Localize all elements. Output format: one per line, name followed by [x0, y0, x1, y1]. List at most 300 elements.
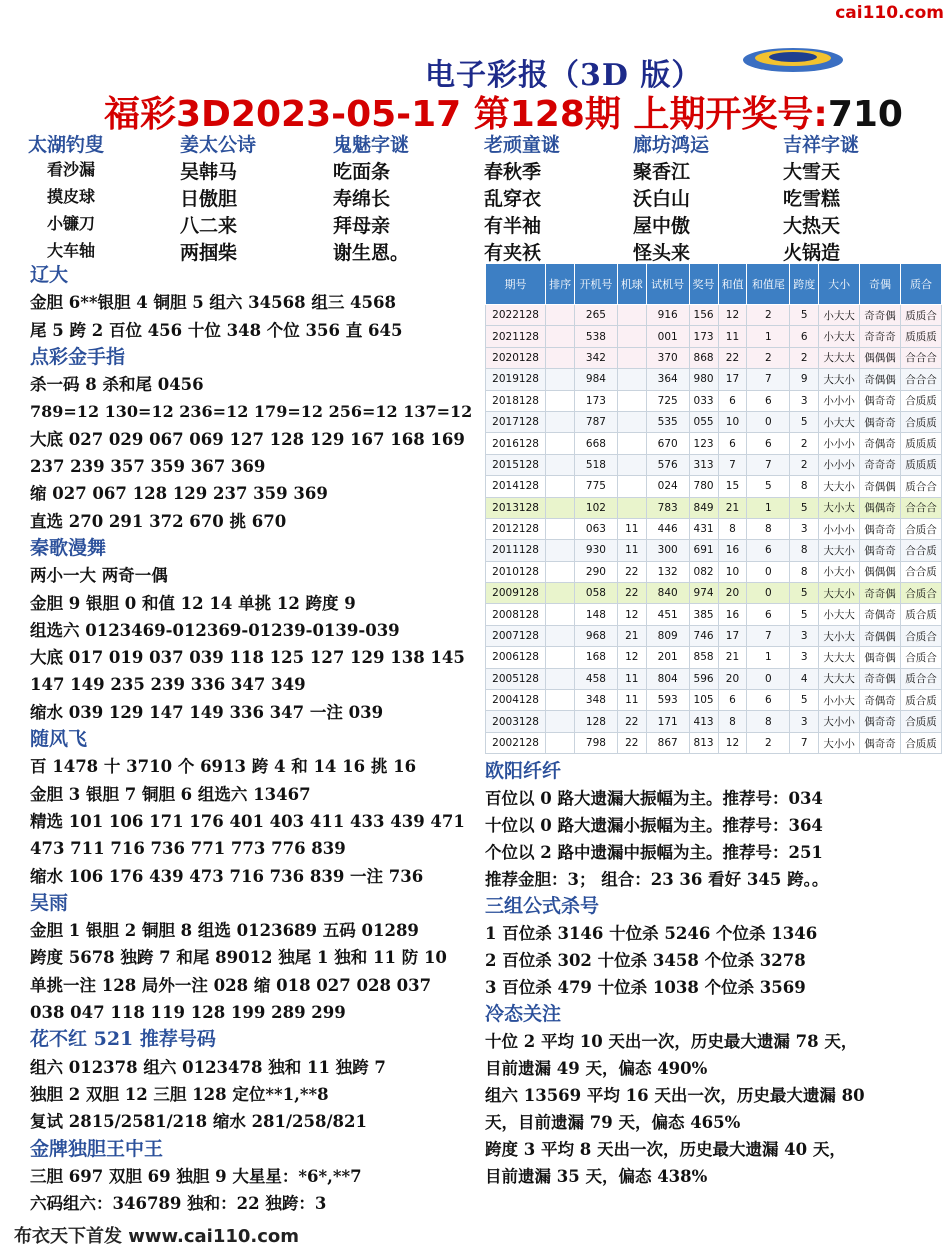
section-line: 缩水 106 176 439 473 716 736 839 一注 736 [30, 866, 424, 886]
table-cell: 5 [790, 305, 819, 326]
table-cell: 10 [718, 411, 747, 432]
table-cell: 6 [747, 433, 790, 454]
table-cell: 7 [718, 454, 747, 475]
table-cell: 合质质 [901, 411, 942, 432]
column-header: 奖号 [689, 264, 718, 305]
table-cell: 2015128 [486, 454, 546, 475]
table-cell: 916 [646, 305, 689, 326]
section-line: 237 239 357 359 367 369 [30, 457, 266, 477]
table-cell: 787 [575, 411, 618, 432]
riddle-item: 寿绵长 [333, 188, 391, 210]
table-cell: 867 [646, 732, 689, 753]
table-cell: 小小小 [819, 454, 860, 475]
table-cell [617, 369, 646, 390]
table-cell: 质质合 [901, 305, 942, 326]
column-header: 期号 [486, 264, 546, 305]
section-line: 单挑一注 128 局外一注 028 缩 018 027 028 037 [30, 975, 432, 995]
table-cell: 868 [689, 347, 718, 368]
table-cell: 16 [718, 540, 747, 561]
table-cell: 合质质 [901, 711, 942, 732]
table-cell: 1 [747, 326, 790, 347]
section-line: 大底 017 019 037 039 118 125 127 129 138 145 [30, 648, 465, 668]
table-cell: 3 [790, 390, 819, 411]
table-cell [546, 411, 575, 432]
table-cell: 2010128 [486, 561, 546, 582]
table-cell: 22 [617, 583, 646, 604]
table-cell: 偶奇奇 [860, 711, 901, 732]
table-cell: 123 [689, 433, 718, 454]
table-cell: 7 [747, 454, 790, 475]
table-cell: 大小小 [819, 711, 860, 732]
riddle-item: 屋中傲 [633, 215, 691, 237]
table-row [486, 476, 942, 497]
table-cell: 4 [790, 668, 819, 689]
section-line: 组选六 0123469-012369-01239-0139-039 [30, 620, 400, 640]
table-cell: 2 [747, 732, 790, 753]
table-cell: 001 [646, 326, 689, 347]
table-cell: 171 [646, 711, 689, 732]
table-row [486, 454, 942, 475]
table-cell: 804 [646, 668, 689, 689]
table-cell: 3 [790, 518, 819, 539]
table-cell: 364 [646, 369, 689, 390]
table-cell: 大大大 [819, 647, 860, 668]
table-cell: 7 [747, 625, 790, 646]
table-cell: 518 [575, 454, 618, 475]
column-header: 机球 [617, 264, 646, 305]
riddle-item: 八二来 [180, 215, 238, 237]
section-line: 尾 5 跨 2 百位 456 十位 348 个位 356 直 645 [30, 320, 403, 340]
table-cell: 458 [575, 668, 618, 689]
table-cell: 173 [575, 390, 618, 411]
riddle-title: 姜太公诗 [180, 134, 257, 156]
table-cell: 2018128 [486, 390, 546, 411]
table-cell: 6 [747, 690, 790, 711]
column-header: 质合 [901, 264, 942, 305]
table-cell: 9 [790, 369, 819, 390]
table-cell: 合合合 [901, 369, 942, 390]
table-cell: 小小大 [819, 690, 860, 711]
table-cell: 6 [747, 390, 790, 411]
table-cell: 奇奇偶 [860, 305, 901, 326]
section-line: 2 百位杀 302 十位杀 3458 个位杀 3278 [485, 951, 806, 970]
table-row [486, 711, 942, 732]
table-cell: 合质合 [901, 647, 942, 668]
table-cell: 奇偶奇 [860, 433, 901, 454]
right-column [485, 758, 930, 1190]
table-cell: 2007128 [486, 625, 546, 646]
riddle-item: 大雪天 [783, 161, 841, 183]
table-cell: 780 [689, 476, 718, 497]
table-cell: 大大小 [819, 540, 860, 561]
table-cell: 3 [790, 711, 819, 732]
table-cell: 奇偶偶 [860, 369, 901, 390]
table-cell: 大小大 [819, 497, 860, 518]
section-line: 十位以 0 路大遗漏小振幅为主。推荐号：364 [485, 816, 823, 835]
table-cell: 5 [790, 604, 819, 625]
section-line: 跨度 5678 独跨 7 和尾 89012 独尾 1 独和 11 防 10 [30, 948, 447, 968]
table-cell: 17 [718, 625, 747, 646]
table-cell [617, 347, 646, 368]
riddle-title: 吉祥字谜 [783, 134, 860, 156]
section-line: 3 百位杀 479 十位杀 1038 个位杀 3569 [485, 978, 806, 997]
table-row [486, 518, 942, 539]
table-cell: 2005128 [486, 668, 546, 689]
table-cell: 6 [747, 540, 790, 561]
riddle-item: 有夹袄 [484, 242, 542, 264]
table-cell: 5 [790, 583, 819, 604]
table-row [486, 305, 942, 326]
table-cell: 535 [646, 411, 689, 432]
table-cell: 2016128 [486, 433, 546, 454]
table-cell: 21 [718, 497, 747, 518]
table-cell [546, 561, 575, 582]
table-cell: 22 [617, 711, 646, 732]
table-cell: 7 [790, 732, 819, 753]
table-cell [546, 604, 575, 625]
table-cell [546, 518, 575, 539]
table-cell: 102 [575, 497, 618, 518]
table-cell: 033 [689, 390, 718, 411]
site-watermark: cai110.com [835, 3, 944, 23]
history-table [485, 263, 942, 754]
table-cell: 偶奇奇 [860, 390, 901, 411]
table-cell: 725 [646, 390, 689, 411]
table-cell [546, 711, 575, 732]
table-cell: 2 [790, 347, 819, 368]
table-row [486, 390, 942, 411]
table-cell: 370 [646, 347, 689, 368]
table-cell: 2009128 [486, 583, 546, 604]
table-cell: 2012128 [486, 518, 546, 539]
table-cell: 576 [646, 454, 689, 475]
table-cell [546, 625, 575, 646]
table-cell: 小大大 [819, 604, 860, 625]
table-cell: 2004128 [486, 690, 546, 711]
table-cell: 大大大 [819, 668, 860, 689]
column-header: 大小 [819, 264, 860, 305]
table-cell: 313 [689, 454, 718, 475]
table-cell: 3 [790, 647, 819, 668]
table-cell: 775 [575, 476, 618, 497]
table-cell: 12 [718, 732, 747, 753]
table-header-row [486, 264, 942, 305]
table-cell: 670 [646, 433, 689, 454]
table-cell: 偶偶奇 [860, 497, 901, 518]
column-header: 排序 [546, 264, 575, 305]
table-cell [546, 454, 575, 475]
table-cell: 17 [718, 369, 747, 390]
riddle-title: 老顽童谜 [484, 134, 561, 156]
table-cell: 22 [718, 347, 747, 368]
table-cell: 930 [575, 540, 618, 561]
table-cell: 8 [790, 540, 819, 561]
table-cell: 20 [718, 668, 747, 689]
table-cell: 质合质 [901, 604, 942, 625]
table-cell: 奇奇偶 [860, 583, 901, 604]
section-line: 组六 012378 组六 0123478 独和 11 独跨 7 [30, 1057, 386, 1077]
table-cell: 446 [646, 518, 689, 539]
table-cell: 12 [617, 604, 646, 625]
table-cell: 奇偶偶 [860, 476, 901, 497]
table-cell: 980 [689, 369, 718, 390]
table-cell: 小大大 [819, 411, 860, 432]
table-cell: 668 [575, 433, 618, 454]
table-cell: 8 [790, 561, 819, 582]
riddle-item: 谢生恩。 [333, 242, 410, 264]
table-cell [546, 497, 575, 518]
table-cell: 大小小 [819, 732, 860, 753]
table-cell: 奇奇偶 [860, 668, 901, 689]
table-cell: 大大大 [819, 347, 860, 368]
table-cell: 1 [747, 497, 790, 518]
table-cell: 342 [575, 347, 618, 368]
table-cell: 0 [747, 668, 790, 689]
riddle-item: 看沙漏 [47, 160, 96, 179]
table-cell: 16 [718, 604, 747, 625]
headline-text: 福彩3D2023-05-17 第128期 上期开奖号: [104, 94, 828, 135]
table-cell: 7 [747, 369, 790, 390]
table-row [486, 583, 942, 604]
table-row [486, 625, 942, 646]
table-cell: 201 [646, 647, 689, 668]
table-row [486, 561, 942, 582]
table-cell [546, 369, 575, 390]
table-cell: 6 [790, 326, 819, 347]
table-cell: 21 [718, 647, 747, 668]
table-cell: 974 [689, 583, 718, 604]
table-cell: 质合质 [901, 690, 942, 711]
riddle-item: 吴韩马 [180, 161, 238, 183]
table-cell: 2 [790, 433, 819, 454]
table-cell: 3 [790, 625, 819, 646]
riddle-title: 鬼魅字谜 [333, 134, 410, 156]
table-cell: 6 [718, 433, 747, 454]
section-line: 杀一码 8 杀和尾 0456 [30, 375, 204, 395]
riddle-column [333, 130, 483, 265]
section-line: 金胆 3 银胆 7 铜胆 6 组选六 13467 [30, 784, 311, 804]
section-line: 十位 2 平均 10 天出一次，历史最大遗漏 78 天， [485, 1032, 858, 1051]
section-line: 推荐金胆：3； 组合：23 36 看好 345 跨。。 [485, 870, 829, 889]
riddle-item: 大热天 [783, 215, 841, 237]
section-line: 金胆 6**银胆 4 铜胆 5 组六 34568 组三 4568 [30, 293, 396, 313]
table-cell: 0 [747, 561, 790, 582]
table-cell: 12 [617, 647, 646, 668]
riddle-column [783, 130, 933, 265]
table-cell [617, 305, 646, 326]
table-cell: 11 [617, 540, 646, 561]
table-cell: 2014128 [486, 476, 546, 497]
table-cell: 858 [689, 647, 718, 668]
table-cell: 156 [689, 305, 718, 326]
table-cell: 968 [575, 625, 618, 646]
table-cell: 813 [689, 732, 718, 753]
table-row [486, 411, 942, 432]
riddle-title: 太湖钓叟 [28, 134, 105, 156]
table-cell: 2021128 [486, 326, 546, 347]
table-cell: 2017128 [486, 411, 546, 432]
table-row [486, 647, 942, 668]
table-cell: 2019128 [486, 369, 546, 390]
table-cell: 小大大 [819, 305, 860, 326]
table-cell: 偶偶偶 [860, 561, 901, 582]
table-cell: 大大小 [819, 583, 860, 604]
riddle-item: 两掴柴 [180, 242, 238, 264]
table-cell [546, 476, 575, 497]
table-cell: 小小小 [819, 518, 860, 539]
column-header: 开机号 [575, 264, 618, 305]
table-cell: 451 [646, 604, 689, 625]
table-cell: 2011128 [486, 540, 546, 561]
riddle-column [633, 130, 783, 265]
table-cell: 合质质 [901, 390, 942, 411]
table-cell: 128 [575, 711, 618, 732]
table-cell: 2020128 [486, 347, 546, 368]
table-cell: 593 [646, 690, 689, 711]
table-cell: 奇奇奇 [860, 454, 901, 475]
table-cell: 2 [747, 305, 790, 326]
riddle-column [180, 130, 330, 265]
table-cell: 小大大 [819, 326, 860, 347]
riddle-item: 拜母亲 [333, 215, 391, 237]
section-line: 1 百位杀 3146 十位杀 5246 个位杀 1346 [485, 924, 818, 943]
table-cell: 840 [646, 583, 689, 604]
table-cell: 5 [747, 476, 790, 497]
table-cell [617, 497, 646, 518]
table-cell: 奇偶偶 [860, 625, 901, 646]
section-line: 大底 027 029 067 069 127 128 129 167 168 169 [30, 429, 465, 449]
section-title: 冷态关注 [485, 1003, 562, 1025]
table-row [486, 732, 942, 753]
table-cell: 15 [718, 476, 747, 497]
table-cell: 质质质 [901, 433, 942, 454]
table-cell [617, 433, 646, 454]
table-cell [546, 326, 575, 347]
riddle-item: 大车轴 [47, 241, 96, 260]
riddle-item: 春秋季 [484, 161, 542, 183]
table-cell: 105 [689, 690, 718, 711]
table-cell: 063 [575, 518, 618, 539]
section-title: 辽大 [30, 264, 69, 286]
table-cell: 2 [790, 454, 819, 475]
riddle-column [484, 130, 634, 265]
table-cell: 合质质 [901, 732, 942, 753]
section-line: 复试 2815/2581/218 缩水 281/258/821 [30, 1112, 367, 1132]
section-title: 花不红 521 推荐号码 [30, 1028, 216, 1051]
table-cell: 173 [689, 326, 718, 347]
table-row [486, 668, 942, 689]
section-line: 三胆 697 双胆 69 独胆 9 大星星：*6*,**7 [30, 1166, 362, 1186]
table-row [486, 347, 942, 368]
table-cell: 058 [575, 583, 618, 604]
table-cell: 20 [718, 583, 747, 604]
table-row [486, 369, 942, 390]
table-cell [617, 454, 646, 475]
section-line: 缩 027 067 128 129 237 359 369 [30, 484, 328, 504]
table-cell: 8 [790, 476, 819, 497]
table-cell: 22 [617, 561, 646, 582]
table-cell: 2002128 [486, 732, 546, 753]
table-cell [617, 390, 646, 411]
table-cell: 偶奇偶 [860, 647, 901, 668]
section-line: 百位以 0 路大遗漏大振幅为主。推荐号：034 [485, 789, 823, 808]
column-header: 奇偶 [860, 264, 901, 305]
table-cell: 8 [718, 711, 747, 732]
table-row [486, 604, 942, 625]
table-cell [546, 540, 575, 561]
riddle-item: 有半袖 [484, 215, 542, 237]
table-cell: 2013128 [486, 497, 546, 518]
table-cell: 691 [689, 540, 718, 561]
riddle-item: 聚香江 [633, 161, 691, 183]
riddle-item: 乱穿衣 [484, 188, 542, 210]
table-cell [546, 347, 575, 368]
table-cell: 798 [575, 732, 618, 753]
table-cell: 合合合 [901, 347, 942, 368]
table-cell: 奇偶奇 [860, 604, 901, 625]
section-line: 组六 13569 平均 16 天出一次，历史最大遗漏 80 [485, 1086, 865, 1105]
table-cell: 2006128 [486, 647, 546, 668]
riddle-item: 火锅造 [783, 242, 841, 264]
table-cell [617, 476, 646, 497]
table-cell: 596 [689, 668, 718, 689]
table-cell: 合质合 [901, 625, 942, 646]
section-line: 473 711 716 736 771 773 776 839 [30, 839, 346, 859]
table-cell: 849 [689, 497, 718, 518]
column-header: 试机号 [646, 264, 689, 305]
table-cell [546, 433, 575, 454]
table-cell: 大大小 [819, 476, 860, 497]
section-line: 天，目前遗漏 79 天，偏态 465% [485, 1113, 741, 1132]
riddle-item: 吃面条 [333, 161, 391, 183]
table-cell: 300 [646, 540, 689, 561]
riddle-item: 日傲胆 [180, 188, 238, 210]
table-cell: 809 [646, 625, 689, 646]
table-cell: 055 [689, 411, 718, 432]
table-cell: 8 [747, 711, 790, 732]
page-title: 电子彩报（3D 版） [425, 58, 703, 93]
column-header: 和值尾 [747, 264, 790, 305]
table-cell: 348 [575, 690, 618, 711]
section-line: 百 1478 十 3710 个 6913 跨 4 和 14 16 挑 16 [30, 757, 417, 777]
table-cell: 大小大 [819, 625, 860, 646]
section-line: 038 047 118 119 128 199 289 299 [30, 1003, 346, 1023]
table-cell: 11 [617, 690, 646, 711]
table-cell [546, 690, 575, 711]
table-cell [546, 647, 575, 668]
table-cell: 21 [617, 625, 646, 646]
table-cell [617, 411, 646, 432]
section-line: 目前遗漏 35 天，偏态 438% [485, 1167, 708, 1186]
table-cell: 22 [617, 732, 646, 753]
table-cell: 431 [689, 518, 718, 539]
section-line: 147 149 235 239 336 347 349 [30, 675, 306, 695]
table-cell: 偶奇奇 [860, 732, 901, 753]
section-line: 精选 101 106 171 176 401 403 411 433 439 471 [30, 811, 465, 831]
table-cell [617, 326, 646, 347]
table-cell: 小小小 [819, 390, 860, 411]
section-title: 三组公式杀号 [485, 895, 600, 917]
table-cell: 148 [575, 604, 618, 625]
riddle-title: 廊坊鸿运 [633, 134, 710, 156]
column-header: 跨度 [790, 264, 819, 305]
section-title: 吴雨 [30, 891, 69, 914]
table-cell: 质合合 [901, 476, 942, 497]
table-row [486, 326, 942, 347]
table-cell: 2008128 [486, 604, 546, 625]
table-cell: 奇奇奇 [860, 326, 901, 347]
table-cell: 合质合 [901, 518, 942, 539]
